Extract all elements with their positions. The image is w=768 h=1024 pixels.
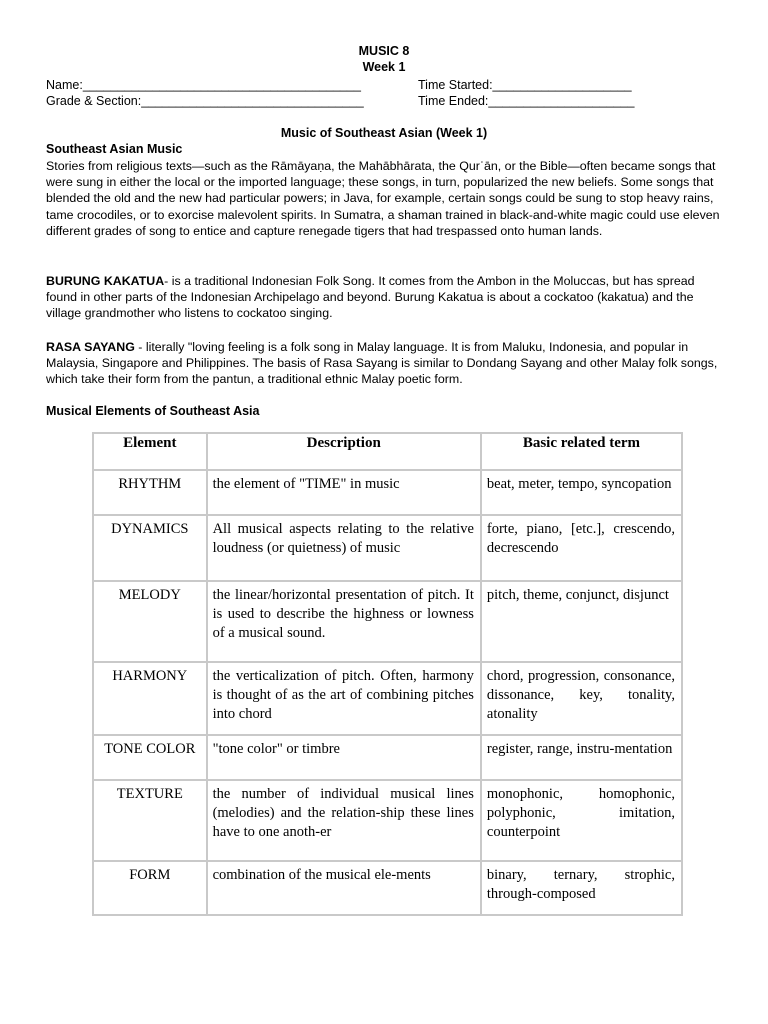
table-row xyxy=(93,780,682,861)
description-cell: the verticalization of pitch. Often, harmony is thought of as the art of combining pitches into chord xyxy=(207,662,481,735)
terms-cell: forte, piano, [etc.], crescendo, decrescendo xyxy=(481,515,682,581)
terms-cell: monophonic, homophonic, polyphonic, imitation, counterpoint xyxy=(481,780,682,861)
terms-cell: register, range, instru-mentation xyxy=(481,735,682,780)
description-cell: the number of individual musical lines (melodies) and the relation-ship these lines have to one anoth-er xyxy=(207,780,481,861)
terms-cell: binary, ternary, strophic, through-composed xyxy=(481,861,682,915)
description-cell: the linear/horizontal presentation of pitch. It is used to describe the highness or lowness of a musical sound. xyxy=(207,581,481,662)
intro-paragraph: Stories from religious texts—such as the Rāmāyaṇa, the Mahābhārata, the Qurʾān, or the Bible—often became songs that were sung in either the local or the imported language; these songs, in turn, popularized the new beliefs. Some songs that blended the old and the new had particular powers; in Java, for example, certain songs could be sung to stop heavy rains, tame crocodiles, or to exorcise malevolent spirits. In Sumatra, a shaman trained in black-and-white magic could use eleven different grades of song to entice and capture renegade tigers that had trespassed onto human lands. xyxy=(46,159,720,238)
rasa-sayang-paragraph xyxy=(46,339,726,388)
element-cell: HARMONY xyxy=(93,662,207,735)
southeast-asian-music-heading: Southeast Asian Music xyxy=(46,142,183,156)
table-row xyxy=(93,662,682,735)
element-cell: FORM xyxy=(93,861,207,915)
element-cell: DYNAMICS xyxy=(93,515,207,581)
column-header-terms: Basic related term xyxy=(481,433,682,470)
element-cell: TEXTURE xyxy=(93,780,207,861)
musical-elements-table xyxy=(92,432,683,916)
column-header-element: Element xyxy=(93,433,207,470)
table-row xyxy=(93,581,682,662)
description-cell: the element of "TIME" in music xyxy=(207,470,481,515)
description-cell: All musical aspects relating to the relative loudness (or quietness) of music xyxy=(207,515,481,581)
description-cell: combination of the musical ele-ments xyxy=(207,861,481,915)
table-row xyxy=(93,515,682,581)
table-header-row xyxy=(93,433,682,470)
table-row xyxy=(93,470,682,515)
element-cell: TONE COLOR xyxy=(93,735,207,780)
element-cell: RHYTHM xyxy=(93,470,207,515)
column-header-description: Description xyxy=(207,433,481,470)
description-cell: "tone color" or timbre xyxy=(207,735,481,780)
table-row xyxy=(93,861,682,915)
subject-title: MUSIC 8 xyxy=(358,44,410,58)
terms-cell: pitch, theme, conjunct, disjunct xyxy=(481,581,682,662)
element-cell: MELODY xyxy=(93,581,207,662)
rasa-sayang-term: RASA SAYANG xyxy=(46,340,135,354)
burung-kakatua-term: BURUNG KAKATUA xyxy=(46,274,165,288)
time-started-field[interactable]: Time Started:____________________ xyxy=(418,78,632,92)
musical-elements-heading: Musical Elements of Southeast Asia xyxy=(46,404,260,418)
rasa-sayang-text: - literally "loving feeling is a folk song in Malay language. It is from Maluku, Indonesia, and popular in Malaysia, Singapore and Philippines. The basis of Rasa Sayang is similar to Dondang Sayang and other Malay folk songs, which take their form from the pantun, a traditional ethnic Malay poetic form. xyxy=(46,340,718,387)
burung-kakatua-text: - is a traditional Indonesian Folk Song. It comes from the Ambon in the Moluccas, but has spread found in other parts of the Indonesian Archipelago and beyond. Burung Kakatua is about a cockatoo (kakatua) and the village grandmother who listens to cockatoo singing. xyxy=(46,274,695,321)
grade-section-field[interactable]: Grade & Section:________________________________ xyxy=(46,94,364,108)
terms-cell: beat, meter, tempo, syncopation xyxy=(481,470,682,515)
burung-kakatua-paragraph xyxy=(46,273,726,322)
name-field[interactable]: Name:________________________________________ xyxy=(46,78,361,92)
week-label: Week 1 xyxy=(362,60,406,74)
terms-cell: chord, progression, consonance, dissonance, key, tonality, atonality xyxy=(481,662,682,735)
time-ended-field[interactable]: Time Ended:_____________________ xyxy=(418,94,635,108)
table-row xyxy=(93,735,682,780)
page-title: Music of Southeast Asian (Week 1) xyxy=(280,126,488,140)
